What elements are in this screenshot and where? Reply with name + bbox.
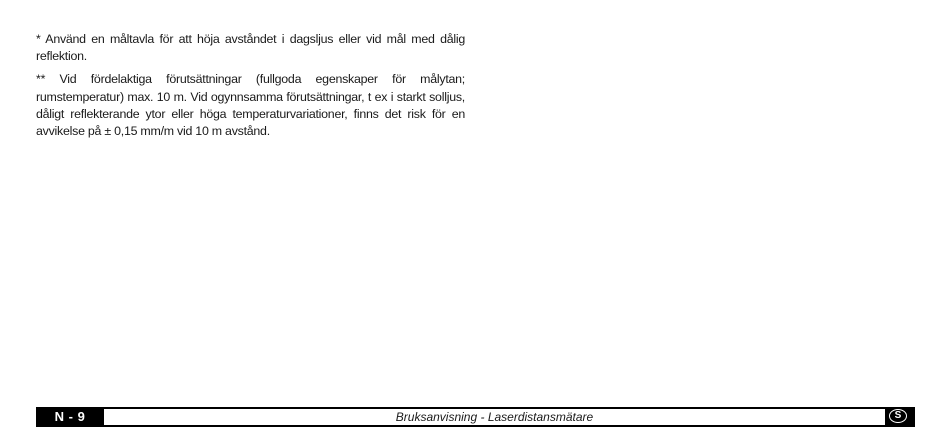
footnote-single-asterisk: * Använd en måltavla för att höja avståndet i dagsljus eller vid mål med dålig reflektion. [36,32,465,64]
page-footer [36,407,915,427]
manual-title: Bruksanvisning - Laserdistansmätare [104,409,885,425]
footnote-double-asterisk: ** Vid fördelaktiga förutsättningar (fullgoda egenskaper för målytan; rumstemperatur) max. 10 m. Vid ogynnsamma förutsättningar, t ex i starkt solljus, dåligt reflekterande ytor eller höga temperaturvariationer, finns det risk för en avvikelse på ± 0,15 mm/m vid 10 m avstånd. [36,72,465,139]
language-badge-icon: S [889,409,907,423]
page-number: N - 9 [54,409,86,424]
footnotes [36,31,465,140]
